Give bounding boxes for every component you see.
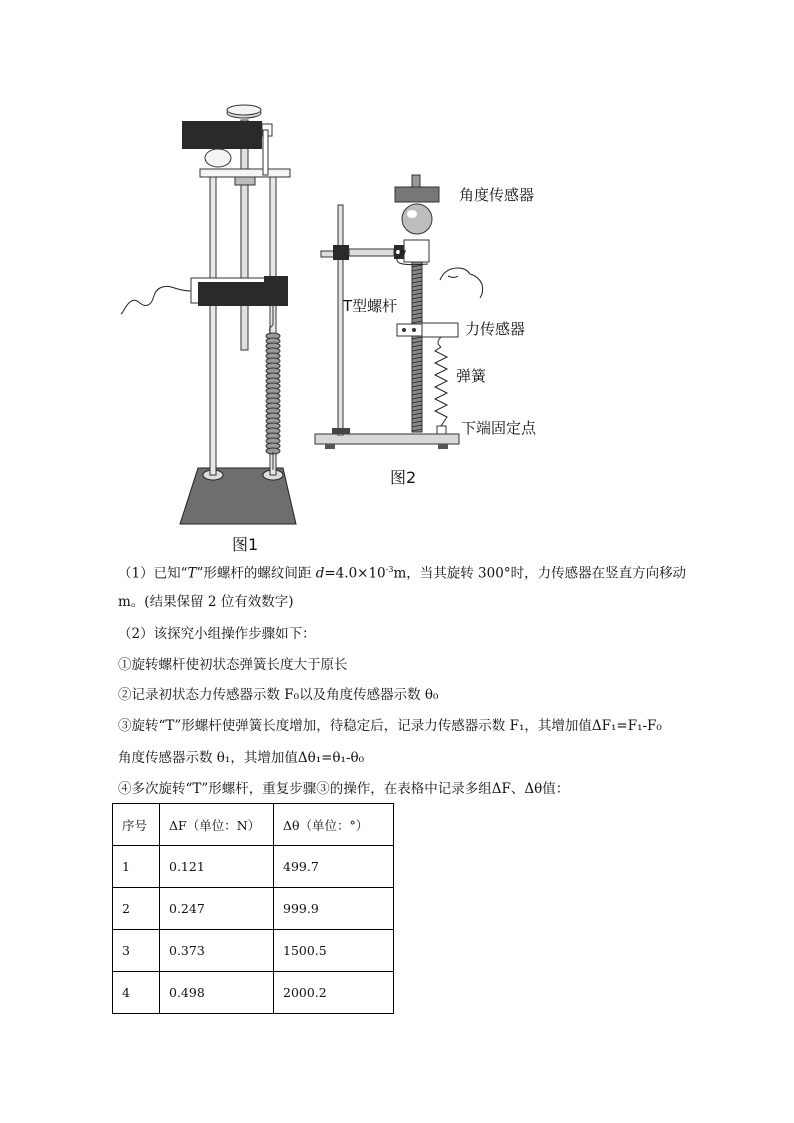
data-table <box>112 803 394 1014</box>
table-row <box>113 846 394 888</box>
table-row <box>113 972 394 1014</box>
force-sensor-label: 力传感器 <box>465 320 526 338</box>
table-row <box>113 888 394 930</box>
t-screw-label: T型螺杆 <box>343 297 398 315</box>
table-header-cell: ΔF（单位：N） <box>160 804 274 846</box>
question2-step4: ④多次旋转“T”形螺杆，重复步骤③的操作，在表格中记录多组ΔF、Δθ值： <box>118 781 570 797</box>
table-cell: 499.7 <box>274 846 394 888</box>
angle-sensor-label: 角度传感器 <box>459 186 535 204</box>
figure1-caption: 图1 <box>232 535 259 554</box>
table-cell: 2 <box>113 888 160 930</box>
table-cell: 1500.5 <box>274 930 394 972</box>
table-cell: 0.247 <box>160 888 274 930</box>
q1-mid3: m，当其旋转 300°时，力传感器在竖直方向移动 <box>393 565 687 582</box>
question2-step1: ①旋转螺杆使初状态弹簧长度大于原长 <box>118 657 348 673</box>
q1-prefix: （1）已知“ <box>118 565 188 582</box>
fixed-point-label: 下端固定点 <box>461 419 537 437</box>
question2-step3a: ③旋转“T”形螺杆使弹簧长度增加，待稳定后，记录力传感器示数 F₁，其增加值ΔF₁=F₁-F₀ <box>118 718 662 734</box>
figure2-caption: 图2 <box>390 468 417 487</box>
table-cell: 0.373 <box>160 930 274 972</box>
q1-exponent: -3 <box>385 565 394 574</box>
q1-mid2: =4.0×10 <box>324 565 386 582</box>
table-header-cell: Δθ（单位：°） <box>274 804 394 846</box>
table-row <box>113 930 394 972</box>
question1-line1 <box>118 560 686 584</box>
table-header-row <box>113 804 394 846</box>
table-cell: 0.498 <box>160 972 274 1014</box>
table-cell: 3 <box>113 930 160 972</box>
table-cell: 1 <box>113 846 160 888</box>
q1-t-var: T <box>187 565 197 582</box>
q1-d-var: d <box>315 565 325 582</box>
table-header-cell: 序号 <box>113 804 160 846</box>
table-cell: 4 <box>113 972 160 1014</box>
question2-step3b: 角度传感器示数 θ₁，其增加值Δθ₁=θ₁-θ₀ <box>118 750 365 766</box>
table-cell: 999.9 <box>274 888 394 930</box>
spring-label: 弹簧 <box>456 367 487 385</box>
question1-line2: m。(结果保留 2 位有效数字) <box>118 594 294 610</box>
question2-step2: ②记录初状态力传感器示数 F₀以及角度传感器示数 θ₀ <box>118 687 439 703</box>
table-cell: 2000.2 <box>274 972 394 1014</box>
q1-mid1: ”形螺杆的螺纹间距 <box>196 565 316 582</box>
question2-intro: （2）该探究小组操作步骤如下： <box>118 626 316 642</box>
table-cell: 0.121 <box>160 846 274 888</box>
